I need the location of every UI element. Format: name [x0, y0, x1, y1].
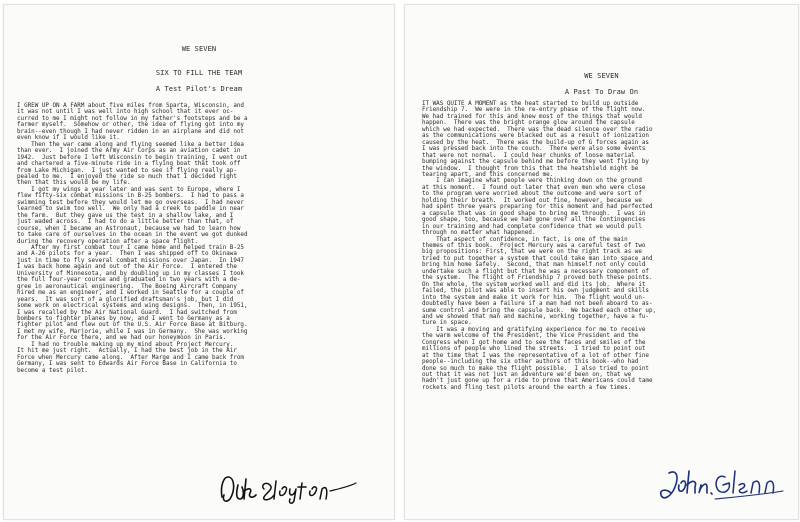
left-page	[3, 4, 395, 520]
signature-deke-slayton	[214, 471, 364, 507]
right-page	[404, 4, 799, 520]
signature-john-glenn	[655, 463, 790, 505]
chapter-title: SIX TO FILL THE TEAM	[155, 69, 243, 77]
body-text: IT WAS QUITE A MOMENT as the heat started to build up outside Friendship 7. We were in the re-entry phase of the flight now. We had trained for this and knew most of the things that would happen. There was the bright orange glow around the capsule which we had expected. There was the dead silence over the radio as the communications were blacked out as a result of ionization caused by the heat. There was the build-up of G forces again as I was pressed back into the couch. There were also some events that were not normal. I could hear chunks of loose material bumping against the capsule behind me before they went flying by the window. I thought from this that the heatshield might be tearing apart, and this concerned me. I can imagine what people were thinking down on the ground at this moment. I found out later that even men who were close to the program were worried about the outcome and were sort of holding their breath. It worked out fine, however, because we had spent three years preparing for this moment and had perfected a capsule that was in good shape to bring me through. I was in good shape, too, because we had gone over all the contingencies in our training and had complete confidence that we would pull through no matter what happened. That aspect of confidence, in fact, is one of the main themes of this book. Project Mercury was a careful test of two big propositions: First, that we were on the right track as we tried to put together a system that could take man into space and bring him home safely. Second, that man himself not only could undertake such a flight but that he was a necessary component of the system. The flight of Friendship 7 proved both these points. On the whole, the system worked well and did its job. Where it failed, the pilot was able to insert his own judgment and skills into the system and make it work for him. The flight would un- doubtedly have been a failure if a man had not been aboard to as- sume control and bring the capsule back. We backed each other up, and we showed that man and machine, working together, have a fu- ture in space. It was a moving and gratifying experience for me to receive the warm welcome of the President, the Vice President and the Congress when I got home and to see the faces and smiles of the millions of people who lined the streets. I tried to point out at the time that I was the representative of a lot of other fine people--including the six other authors of this book--who had done so much to make the flight possible. I also tried to point out that it was not just an adventure we'd been on, that we hadn't just gone up for a ride to prove that Americans could tame rockets and fling test pilots around the earth a few times.	[422, 101, 657, 391]
chapter-subtitle: A Past To Draw On	[564, 88, 639, 96]
series-title: WE SEVEN	[584, 72, 619, 80]
body-text: I GREW UP ON A FARM about five miles from Sparta, Wisconsin, and it was not until I was well into high school that it ever oc- curred to me I might not follow in my father's footsteps and be a farmer myself. Somehow or other, the idea of flying got into my brain--even though I had never ridden in an airplane and did not even know if I would like it. Then the war came along and flying seemed like a better idea than ever. I joined the Army Air Corps as an aviation cadet in 1942. Just before I left Wisconsin to begin training, I went out and chartered a five-minute ride in a flying boat that took off from Lake Michigan. I just wanted to see if flying really ap- pealed to me. I enjoyed the ride so much that I decided right then that this would be my life. I got my wings a year later and was sent to Europe, where I flew fifty-six combat missions in B-25 bombers. I had to pass a swimming test before they would let me go overseas. I had never learned to swim too well. We only had a creek to paddle in near the farm. But they gave us the test in a shallow lake, and I just waded across. I had to do a little better than that, of course, when I became an Astronaut, because we had to learn how to take care of ourselves in the ocean in the event we got dunked during the recovery operation after a space flight. After my first combat tour I came home and helped train B-25 and A-26 pilots for a year. Then I was shipped off to Okinawa just in time to fly several combat missions over Japan. In 1947 I was back home again and out of the Air Force. I entered the University of Minnesota, and by doubling up in my classes I took the full four-year course and graduated in two years with a de- gree in aeronautical engineering. The Boeing Aircraft Company hired me as an engineer, and I worked in Seattle for a couple of years. It was sort of a glorified draftsman's job, but I did some work on electrical systems and wing designs. Then, in 1951, I was recalled by the Air National Guard. I had switched from bombers to fighter planes by now, and I went to Germany as a fighter pilot and flew out of the U.S. Air Force Base at Bitburg. I met my wife, Marjorie, while I was in Germany. She was working for the Air Force there, and we had our honeymoon in Paris. I had no trouble making up my mind about Project Mercury. It hit me just right. Actually, I had the best job in the Air Force when Mercury came along. After Marge and I came back from Germany, I was sent to Edwards Air Force Base in California to become a test pilot.	[17, 103, 248, 374]
series-title: WE SEVEN	[181, 45, 217, 53]
chapter-subtitle: A Test Pilot's Dream	[155, 85, 243, 93]
